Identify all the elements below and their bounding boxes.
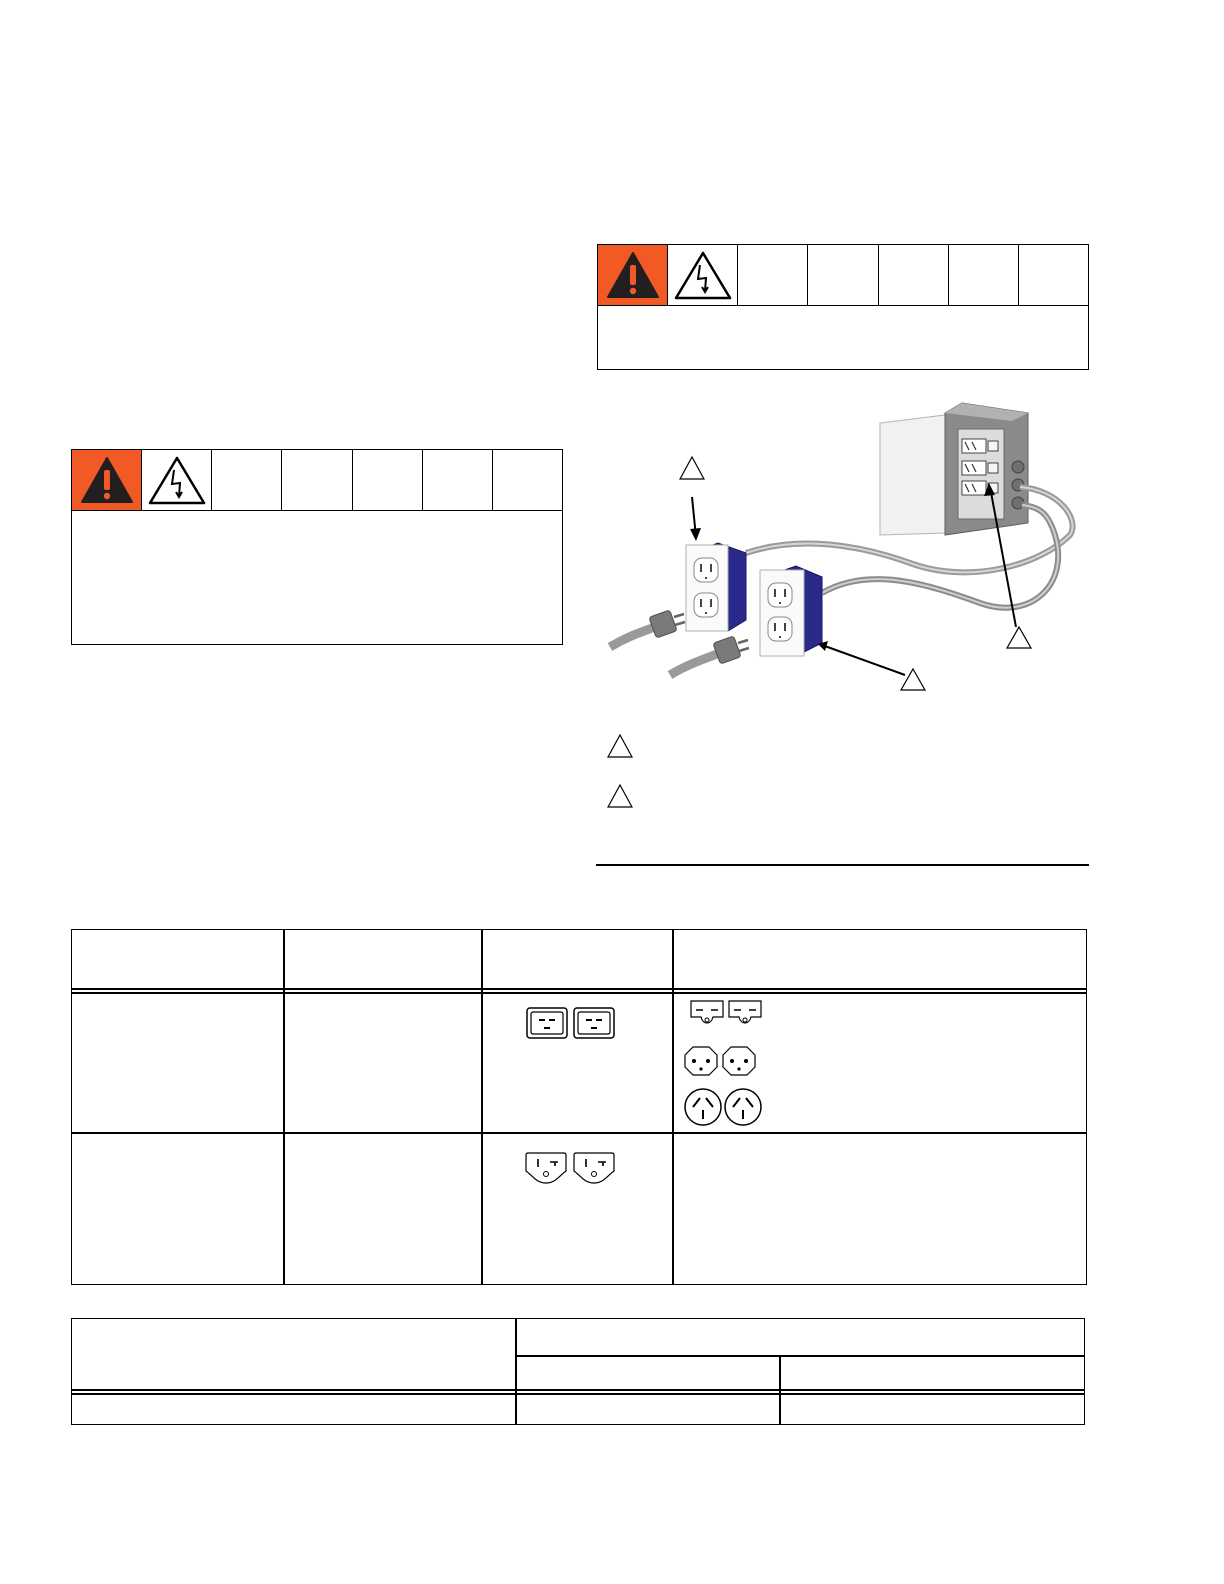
schuko-plug-icon	[683, 1045, 719, 1077]
callout-a	[680, 457, 704, 479]
section-divider	[596, 864, 1089, 866]
warning-header-cell	[949, 245, 1019, 305]
electric-shock-icon	[142, 450, 212, 510]
warning-header-cell	[423, 450, 493, 510]
warning-header-cell	[879, 245, 949, 305]
nema-5-20r-outlet-icon	[524, 1151, 568, 1185]
electric-shock-icon	[668, 245, 738, 305]
caution-exclamation-icon	[72, 450, 142, 510]
schuko-plug-icon	[721, 1045, 757, 1077]
iec-c19-outlet-icon	[573, 1007, 615, 1039]
outlet-table	[71, 929, 1087, 1285]
warning-header-cell	[1019, 245, 1088, 305]
warning-box-left	[71, 449, 563, 645]
spec-table	[71, 1318, 1085, 1425]
nema-5-20r-outlet-icon	[572, 1151, 616, 1185]
panel-door	[880, 415, 945, 535]
warning-header-cell	[493, 450, 562, 510]
outlet-circuit-illustration	[600, 395, 1090, 705]
warning-header-cell	[353, 450, 423, 510]
warning-box-right	[597, 244, 1089, 370]
as3112-plug-icon	[683, 1087, 723, 1127]
callout-c	[1007, 627, 1031, 648]
legend-item-b	[607, 784, 633, 808]
caution-exclamation-icon	[598, 245, 668, 305]
warning-header-cell	[738, 245, 808, 305]
bs1363-plug-icon	[727, 999, 763, 1029]
iec-c19-outlet-icon	[526, 1007, 568, 1039]
legend-item-a	[607, 734, 633, 758]
warning-header	[598, 245, 1088, 306]
warning-header-cell	[282, 450, 352, 510]
bs1363-plug-icon	[689, 999, 725, 1029]
warning-header-cell	[212, 450, 282, 510]
callout-b	[901, 669, 925, 690]
as3112-plug-icon	[723, 1087, 763, 1127]
warning-header-cell	[808, 245, 878, 305]
warning-header	[72, 450, 562, 511]
